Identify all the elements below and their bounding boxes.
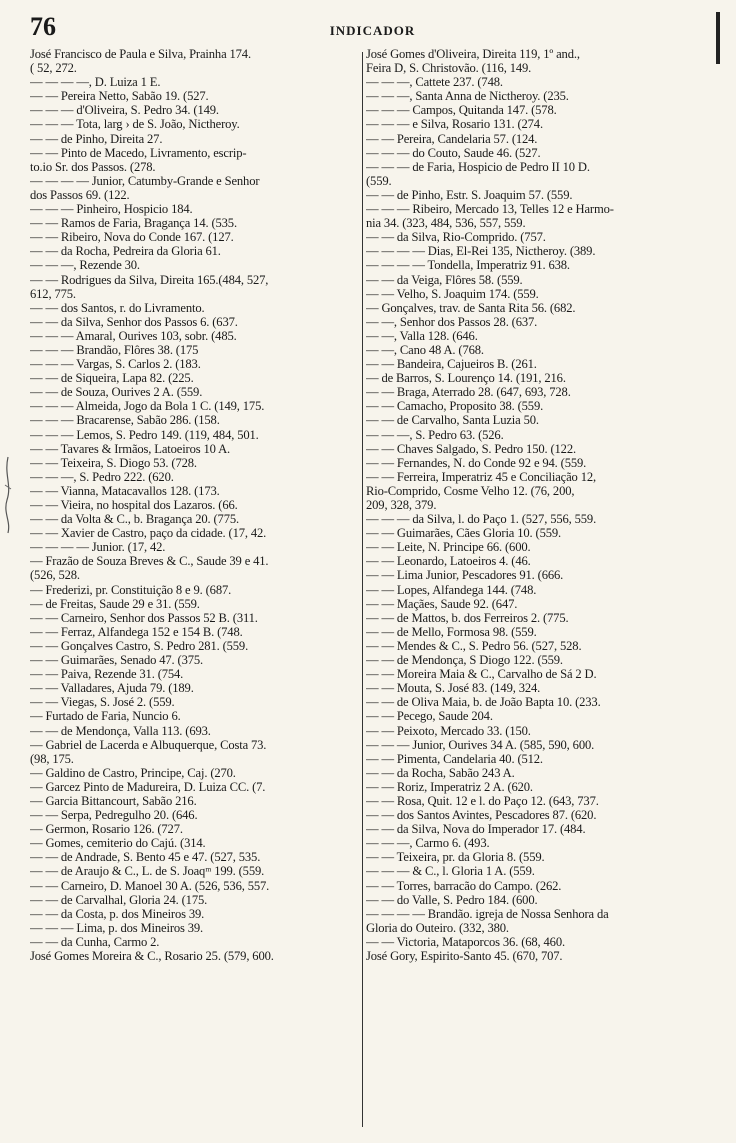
directory-entry-line: dos Passos 69. (122. (30, 187, 130, 202)
directory-entry-line: — —, Senhor dos Passos 28. (637. (366, 314, 538, 329)
directory-entry-line: — — Teixeira, pr. da Gloria 8. (559. (366, 850, 545, 865)
directory-entry-line: (526, 528. (30, 568, 80, 583)
directory-entry-line: — — de Oliva Maia, b. de João Bapta 10. (233. (366, 695, 601, 710)
directory-entry-line: — — da Cunha, Carmo 2. (30, 934, 160, 949)
directory-entry-line: — — Roriz, Imperatriz 2 A. (620. (366, 779, 533, 794)
directory-entry-line: — de Barros, S. Lourenço 14. (191, 216. (366, 371, 566, 386)
directory-entry-line: — — Pereira, Candelaria 57. (124. (366, 131, 538, 146)
directory-entry-line: — Furtado de Faria, Nuncio 6. (30, 709, 181, 724)
directory-entry-line: — — — — Junior, Catumby-Grande e Senhor (30, 173, 260, 188)
directory-entry-line: — — Carneiro, Senhor dos Passos 52 B. (311. (30, 610, 258, 625)
directory-entry-line: — — — Vargas, S. Carlos 2. (183. (30, 357, 201, 372)
directory-entry-line: — — Lopes, Alfandega 144. (748. (366, 582, 537, 597)
directory-entry-line: to.io Sr. dos Passos. (278. (30, 159, 156, 174)
directory-entry-line: — Garcez Pinto de Madureira, D. Luiza CC. (7. (30, 779, 266, 794)
directory-entry-line: — — —, Rezende 30. (30, 258, 140, 273)
running-title: INDICADOR (329, 23, 416, 38)
directory-entry-line: — — Lima Junior, Pescadores 91. (666. (366, 568, 564, 583)
directory-entry-line: — —, Valla 128. (646. (366, 328, 478, 343)
directory-entry-line: — — de Mendonça, Valla 113. (693. (30, 723, 211, 738)
directory-entry-line: ( 52, 272. (30, 61, 77, 76)
directory-entry-line: — — dos Santos, r. do Livramento. (30, 300, 205, 315)
directory-entry-line: — — Bandeira, Cajueiros B. (261. (366, 357, 537, 372)
directory-entry-line: — — Mouta, S. José 83. (149, 324. (366, 681, 541, 696)
directory-entry-line: — — — & C., l. Gloria 1 A. (559. (366, 864, 535, 879)
directory-entry-line: — — de Mattos, b. dos Ferreiros 2. (775. (366, 610, 569, 625)
directory-entry-line: — — — Pinheiro, Hospicio 184. (30, 202, 193, 217)
directory-entry-line: — — da Rocha, Pedreira da Gloria 61. (30, 244, 221, 259)
directory-entry-line: — Gonçalves, trav. de Santa Rita 56. (682. (366, 300, 576, 315)
directory-entry-line: — — Pecego, Saude 204. (366, 709, 493, 724)
directory-entry-line: — de Freitas, Saude 29 e 31. (559. (30, 596, 200, 611)
directory-entry-line: — — Rosa, Quit. 12 e l. do Paço 12. (643, 737. (366, 793, 599, 808)
directory-entry-line: Feira D, S. Christovão. (116, 149. (366, 61, 532, 76)
directory-entry-line: — — da Silva, Senhor dos Passos 6. (637. (30, 314, 238, 329)
directory-entry-line: — — Torres, barracão do Campo. (262. (366, 878, 562, 893)
directory-entry-line: — — Tavares & Irmãos, Latoeiros 10 A. (30, 441, 231, 456)
directory-entry-line: — Frederizi, pr. Constituição 8 e 9. (687. (30, 582, 232, 597)
directory-entry-line: — — — Bracarense, Sabão 286. (158. (30, 413, 220, 428)
directory-entry-line: José Gomes Moreira & C., Rosario 25. (579, 600. (30, 949, 274, 963)
directory-entry-line: — — Victoria, Mataporcos 36. (68, 460. (366, 934, 565, 949)
directory-entry-line: — — Mendes & C., S. Pedro 56. (527, 528. (366, 638, 582, 653)
page-number: 76 (30, 12, 56, 41)
directory-entry-line: — Gabriel de Lacerda e Albuquerque, Costa 73. (30, 737, 267, 752)
directory-entry-line: — — Pereira Netto, Sabão 19. (527. (30, 89, 209, 104)
directory-entry-line: — Gomes, cemiterio do Cajú. (314. (30, 836, 206, 851)
directory-entry-line: — — —, Santa Anna de Nictheroy. (235. (366, 89, 569, 104)
directory-entry-line: Rio-Comprido, Cosme Velho 12. (76, 200, (366, 483, 575, 498)
directory-entry-line: — — — — Brandão. igreja de Nossa Senhora da (366, 906, 609, 921)
directory-entry-line: José Gory, Espirito-Santo 45. (670, 707. (366, 949, 563, 963)
directory-entry-line: — — de Mendonça, S Diogo 122. (559. (366, 653, 563, 668)
directory-entry-line: (559. (366, 173, 392, 188)
directory-entry-line: — —, Cano 48 A. (768. (366, 342, 484, 357)
directory-entry-line: — — Pimenta, Candelaria 40. (512. (366, 751, 543, 766)
directory-entry-line: — — de Pinho, Estr. S. Joaquim 57. (559. (366, 187, 573, 202)
directory-entry-line: — — — Amaral, Ourives 103, sobr. (485. (30, 328, 237, 343)
directory-entry-line: — — Gonçalves Castro, S. Pedro 281. (559. (30, 638, 249, 653)
directory-entry-line: — — de Mello, Formosa 98. (559. (366, 624, 537, 639)
directory-entry-line: José Gomes d'Oliveira, Direita 119, 1º and., (366, 47, 580, 61)
directory-entry-line: — — de Souza, Ourives 2 A. (559. (30, 385, 203, 400)
directory-entry-line: — — Vieira, no hospital dos Lazaros. (66. (30, 498, 238, 512)
directory-entry-line: — — Leonardo, Latoeiros 4. (46. (366, 554, 531, 569)
directory-entry-line: — — Braga, Aterrado 28. (647, 693, 728. (366, 385, 571, 400)
directory-entry-line: — — — —, D. Luiza 1 E. (30, 75, 161, 90)
directory-entry-line: — — de Andrade, S. Bento 45 e 47. (527, 535. (30, 850, 261, 865)
directory-entry-line: — Galdino de Castro, Principe, Caj. (270. (30, 765, 236, 780)
directory-entry-line: — — Guimarães, Senado 47. (375. (30, 653, 204, 668)
directory-entry-line: — — Paiva, Rezende 31. (754. (30, 667, 184, 682)
directory-entry-line: — Frazão de Souza Breves & C., Saude 39 e 41. (30, 554, 269, 569)
directory-entry-line: — — do Valle, S. Pedro 184. (600. (366, 892, 538, 907)
directory-entry-line: — — da Silva, Nova do Imperador 17. (484. (366, 822, 586, 837)
directory-entry-line: — — Ramos de Faria, Bragança 14. (535. (30, 216, 237, 231)
directory-entry-line: — — —, S. Pedro 222. (620. (30, 469, 174, 484)
directory-entry-line: — — Maçães, Saude 92. (647. (366, 596, 518, 611)
directory-entry-line: — — — Lemos, S. Pedro 149. (119, 484, 501. (30, 427, 259, 442)
directory-entry-line: — — — Campos, Quitanda 147. (578. (366, 103, 557, 118)
directory-entry-line: — — de Pinho, Direita 27. (30, 131, 163, 146)
directory-entry-line: — — — e Silva, Rosario 131. (274. (366, 117, 543, 132)
directory-entry-line: — — de Carvalhal, Gloria 24. (175. (30, 892, 208, 907)
directory-entry-line: — — — da Silva, l. do Paço 1. (527, 556, 559. (366, 512, 597, 527)
directory-entry-line: — — Vianna, Matacavallos 128. (173. (30, 483, 220, 498)
directory-entry-line: — — Velho, S. Joaquim 174. (559. (366, 286, 539, 301)
directory-entry-line: — — Guimarães, Cães Gloria 10. (559. (366, 526, 562, 541)
directory-column-right (366, 47, 718, 1123)
directory-entry-line: — — Moreira Maia & C., Carvalho de Sá 2 D. (366, 667, 597, 682)
directory-entry-line: — — Carneiro, D. Manoel 30 A. (526, 536, 557. (30, 878, 270, 893)
directory-entry-line: — — — — Tondella, Imperatriz 91. 638. (366, 258, 570, 273)
directory-entry-line: Gloria do Outeiro. (332, 380. (366, 920, 509, 935)
directory-entry-line: — — da Rocha, Sabão 243 A. (366, 765, 515, 780)
directory-entry-line: — — —, Carmo 6. (493. (366, 836, 490, 851)
directory-entry-line: José Francisco de Paula e Silva, Prainha 174. (30, 47, 251, 61)
directory-entry-line: — — Ferreira, Imperatriz 45 e Conciliação 12, (366, 469, 596, 484)
directory-entry-line: — — — de Faria, Hospicio de Pedro II 10 D. (366, 159, 590, 174)
directory-entry-line: — — da Silva, Rio-Comprido. (757. (366, 230, 546, 245)
directory-entry-line: — — —, Cattete 237. (748. (366, 75, 503, 90)
directory-entry-line: — Germon, Rosario 126. (727. (30, 822, 183, 837)
directory-entry-line: — — Serpa, Pedregulho 20. (646. (30, 808, 198, 823)
directory-entry-line: — — Fernandes, N. do Conde 92 e 94. (559. (366, 455, 587, 470)
directory-entry-line: nia 34. (323, 484, 536, 557, 559. (366, 216, 526, 231)
directory-entry-line: — — Ribeiro, Nova do Conde 167. (127. (30, 230, 234, 245)
directory-entry-line: — — Viegas, S. José 2. (559. (30, 695, 175, 710)
directory-entry-line: — — — Ribeiro, Mercado 13, Telles 12 e Harmo- (366, 202, 614, 217)
directory-entry-line: — — — Lima, p. dos Mineiros 39. (30, 920, 204, 935)
directory-entry-line: — — —, S. Pedro 63. (526. (366, 427, 504, 442)
directory-entry-line: — — Ferraz, Alfandega 152 e 154 B. (748. (30, 624, 243, 639)
directory-entry-line: — — Rodrigues da Silva, Direita 165.(484, 527, (30, 272, 269, 287)
directory-entry-line: — — — Almeida, Jogo da Bola 1 C. (149, 175. (30, 399, 265, 414)
directory-entry-line: 612, 775. (30, 286, 76, 301)
directory-entry-line: — — Peixoto, Mercado 33. (150. (366, 723, 531, 738)
directory-entry-line: — — — do Couto, Saude 46. (527. (366, 145, 541, 160)
directory-entry-line: — — da Volta & C., b. Bragança 20. (775. (30, 512, 239, 527)
directory-entry-line: — — da Veiga, Flôres 58. (559. (366, 272, 523, 287)
directory-entry-line: — — de Siqueira, Lapa 82. (225. (30, 371, 194, 386)
page-header (30, 8, 715, 42)
directory-entry-line: — — Xavier de Castro, paço da cidade. (17, 42. (30, 526, 267, 541)
directory-entry-line: — — Chaves Salgado, S. Pedro 150. (122. (366, 441, 576, 456)
directory-entry-line: 209, 328, 379. (366, 498, 437, 512)
directory-entry-line: — — Leite, N. Principe 66. (600. (366, 540, 531, 555)
directory-entry-line: — Garcia Bittancourt, Sabão 216. (30, 793, 197, 808)
directory-entry-line: — — da Costa, p. dos Mineiros 39. (30, 906, 205, 921)
directory-entry-line: — — — Brandão, Flôres 38. (175 (30, 342, 199, 357)
directory-entry-line: — — — Tota, larg › de S. João, Nictheroy. (30, 117, 240, 132)
directory-entry-line: — — Valladares, Ajuda 79. (189. (30, 681, 194, 696)
column-divider (362, 52, 363, 1127)
directory-entry-line: — — de Araujo & C., L. de S. Joaqᵐ 199. (559. (30, 864, 265, 879)
directory-entry-line: — — Teixeira, S. Diogo 53. (728. (30, 455, 197, 470)
directory-entry-line: — — — — Dias, El-Rei 135, Nictheroy. (389. (366, 244, 596, 259)
directory-entry-line: — — — d'Oliveira, S. Pedro 34. (149. (30, 103, 219, 118)
directory-entry-line: — — Camacho, Proposito 38. (559. (366, 399, 544, 414)
directory-entry-line: — — — — Junior. (17, 42. (30, 540, 166, 555)
directory-entry-line: — — de Carvalho, Santa Luzia 50. (366, 413, 539, 428)
directory-entry-line: — — — Junior, Ourives 34 A. (585, 590, 600. (366, 737, 595, 752)
directory-entry-line: — — Pinto de Macedo, Livramento, escrip- (30, 145, 247, 160)
directory-entry-line: — — dos Santos Avintes, Pescadores 87. (620. (366, 808, 597, 823)
directory-entry-line: (98, 175. (30, 751, 74, 766)
directory-column-left (30, 47, 360, 1123)
margin-ink-mark (2, 455, 14, 535)
